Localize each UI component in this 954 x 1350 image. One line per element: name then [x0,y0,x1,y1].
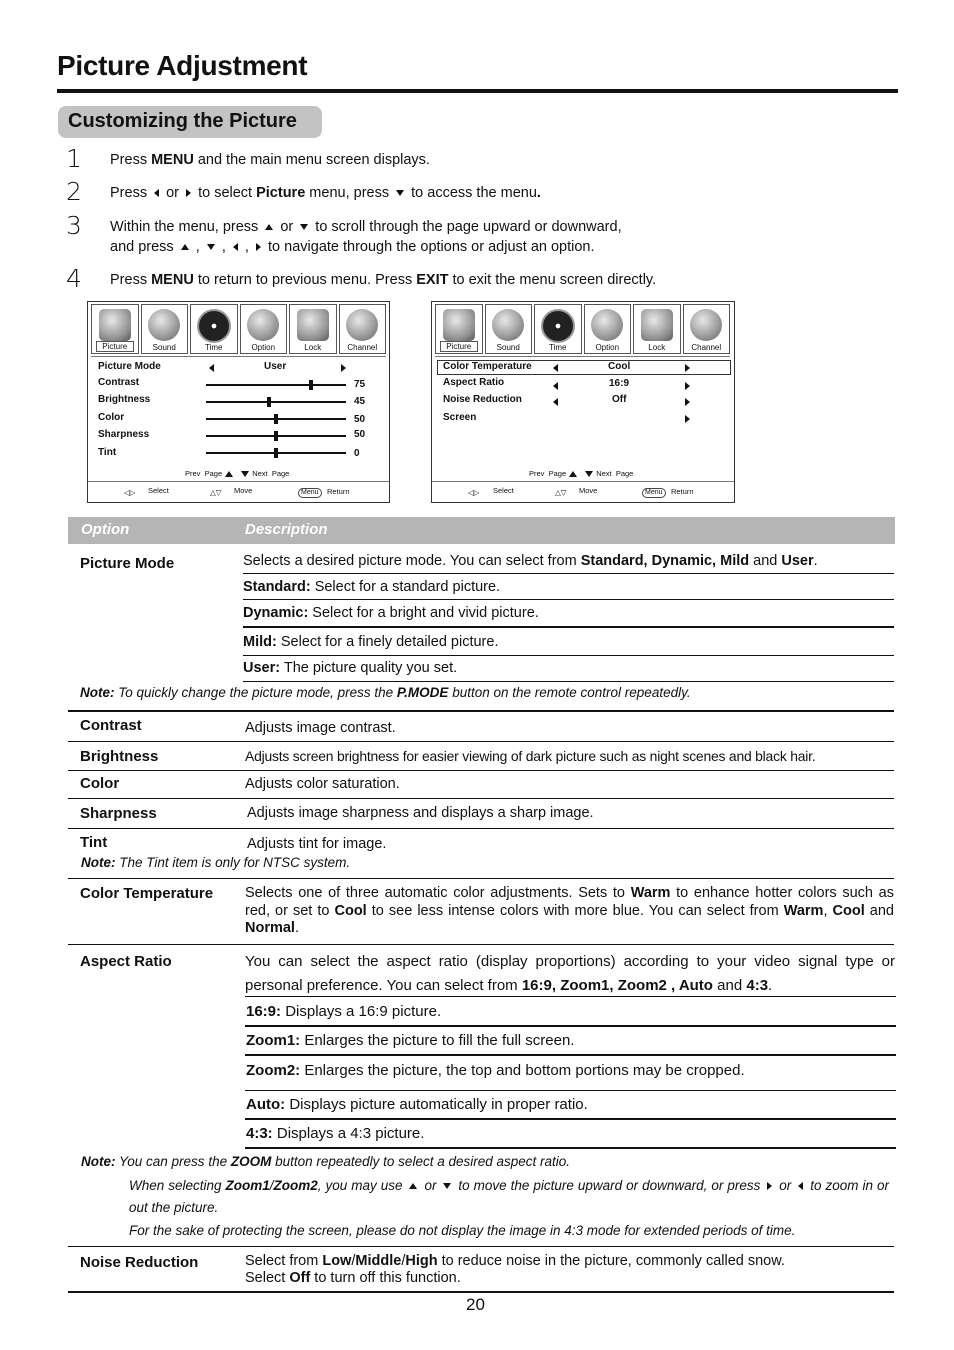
option-color-temperature: Color Temperature [80,885,214,902]
color-description: Adjusts color saturation. [245,776,400,792]
osd-row-label[interactable]: Tint [98,447,117,458]
slider-knob[interactable] [267,397,271,407]
option-picture-mode: Picture Mode [80,555,175,572]
osd-footer [432,481,734,502]
down-arrow-icon [396,190,404,196]
select-keys-icon: ◁▷ [124,488,136,497]
osd-row-value: Off [612,394,627,405]
option-noise-reduction: Noise Reduction [80,1254,199,1271]
osd-row-label[interactable]: Color [98,412,125,423]
tab-time[interactable]: Time [190,304,238,354]
option-aspect-ratio: Aspect Ratio [80,953,172,970]
step-3-text-line2: and press , , , to navigate through the options or adjust an option. [110,239,595,255]
osd-tab-bar [91,304,386,354]
row-divider [243,655,894,656]
osd-tab-bar [435,304,730,354]
step-2-text: Press or to select Picture menu, press to access the menu. [110,185,541,201]
osd-picture-menu [87,301,390,503]
left-arrow-icon [553,364,558,372]
down-arrow-icon [207,244,215,250]
picture-mode-mild: Mild: Select for a finely detailed picture. [243,634,499,650]
footer-select: Select [493,486,514,495]
tab-lock[interactable]: Lock [289,304,337,354]
tab-picture[interactable]: Picture [91,304,139,354]
row-divider [243,573,894,574]
globe-icon [346,309,378,341]
aspect-16-9: 16:9: Displays a 16:9 picture. [246,1003,442,1020]
tab-channel[interactable]: Channel [339,304,387,354]
aspect-ratio-intro: You can select the aspect ratio (display proportions) according to your video signal type or personal preference. You can select from 16:9, Zoom1, Zoom2 , Auto and 4:3. [245,953,895,994]
sharpness-slider[interactable] [206,435,346,437]
noise-reduction-description: Select from Low/Middle/High to reduce noise in the picture, commonly called snow. Select Off to turn off this function. [245,1253,785,1286]
select-keys-icon: ◁▷ [468,488,480,497]
sharpness-description: Adjusts image sharpness and displays a sharp image. [247,805,594,821]
right-arrow-icon [256,243,261,251]
aspect-ratio-note-zoom: When selecting Zoom1/Zoom2, you may use or to move the picture upward or downward, or press or to zoom in or out the picture. [129,1178,889,1215]
section-divider [68,710,894,712]
aspect-zoom2: Zoom2: Enlarges the picture, the top and bottom portions may be cropped. [246,1062,745,1079]
globe-icon [690,309,722,341]
row-divider [68,741,894,742]
down-arrow-icon [443,1183,451,1189]
right-arrow-icon [685,415,690,423]
row-divider [68,1246,894,1247]
osd-row-label[interactable]: Screen [443,412,477,423]
page-number: 20 [466,1295,485,1314]
column-header-description: Description [245,521,328,538]
move-keys-icon: △▽ [555,488,567,497]
color-temperature-description: Selects one of three automatic color adjustments. Sets to Warm to enhance hotter colors such as red, or set to Cool to see less intense colors with more blue. You can select from Warm, Cool and Normal. [245,885,894,936]
osd-row-value: 50 [354,414,366,425]
right-arrow-icon [685,382,690,390]
tint-note: Note: The Tint item is only for NTSC system. [81,855,351,870]
tools-icon [247,309,279,341]
picture-mode-intro: Selects a desired picture mode. You can select from Standard, Dynamic, Mild and User. [243,553,818,569]
row-divider [68,798,894,799]
osd-footer [88,481,389,502]
menu-key-icon: Menu [642,488,666,498]
osd-divider [435,356,730,357]
osd-row-label[interactable]: Noise Reduction [443,394,522,405]
osd-row-label[interactable]: Brightness [98,394,151,405]
row-divider [245,1090,896,1091]
row-divider [243,626,894,628]
osd-row-value: 0 [354,448,360,459]
osd-row-value: Cool [608,361,631,372]
brightness-slider[interactable] [206,401,346,403]
option-tint: Tint [80,834,108,851]
footer-select: Select [148,486,169,495]
right-arrow-icon [186,189,191,197]
aspect-4-3: 4:3: Displays a 4:3 picture. [246,1125,425,1142]
row-divider [245,1147,896,1149]
table-header [68,517,895,544]
up-arrow-icon [181,244,189,250]
tools-icon [591,309,623,341]
picture-mode-note: Note: To quickly change the picture mode, press the P.MODE button on the remote control repeatedly. [80,685,691,700]
section-divider [68,1291,894,1293]
option-brightness: Brightness [80,748,159,765]
headphones-icon [492,309,524,341]
title-rule [57,89,898,93]
slider-knob[interactable] [274,431,278,441]
row-divider [245,1025,896,1027]
row-divider [68,944,894,945]
left-arrow-icon [209,364,214,372]
row-divider [68,770,894,771]
lock-icon [641,309,673,341]
down-arrow-icon [300,224,308,230]
tab-channel[interactable]: Channel [683,304,731,354]
osd-pager: Prev Page Next Page [529,469,634,478]
up-arrow-icon [409,1183,417,1189]
left-arrow-icon [154,189,159,197]
tab-sound[interactable]: Sound [141,304,189,354]
row-divider [245,996,896,997]
step-4-text: Press MENU to return to previous menu. Press EXIT to exit the menu screen directly. [110,272,657,288]
tab-option[interactable]: Option [240,304,288,354]
left-arrow-icon [553,382,558,390]
step-number: 4 [66,264,82,293]
osd-row-label[interactable]: Contrast [98,377,140,388]
down-arrow-icon [241,471,249,477]
footer-move: Move [579,486,598,495]
tint-description: Adjusts tint for image. [247,836,387,852]
right-arrow-icon [685,364,690,372]
left-arrow-icon [553,398,558,406]
tab-time[interactable]: Time [534,304,582,354]
osd-row-value: 16:9 [609,378,630,389]
clock-icon [541,309,575,343]
headphones-icon [148,309,180,341]
tab-lock[interactable]: Lock [633,304,681,354]
page-title: Picture Adjustment [57,50,308,81]
row-divider [243,599,894,600]
left-arrow-icon [798,1182,803,1190]
step-3-text-line1: Within the menu, press or to scroll through the page upward or downward, [110,219,622,235]
down-arrow-icon [585,471,593,477]
menu-key-icon: Menu [298,488,322,498]
aspect-ratio-note: Note: You can press the ZOOM button repeatedly to select a desired aspect ratio. [81,1154,571,1169]
aspect-zoom1: Zoom1: Enlarges the picture to fill the full screen. [246,1032,575,1049]
section-title: Customizing the Picture [68,110,297,132]
tab-sound[interactable]: Sound [485,304,533,354]
osd-row-label[interactable]: Aspect Ratio [443,377,505,388]
contrast-slider[interactable] [206,384,346,386]
clock-icon [197,309,231,343]
contrast-description: Adjusts image contrast. [245,720,396,736]
step-1-text: Press MENU and the main menu screen displays. [110,152,430,168]
osd-row-value: User [264,361,287,372]
footer-return: Return [671,487,694,496]
camera-icon [99,309,131,341]
row-divider [68,878,894,879]
step-number: 3 [66,211,82,240]
move-keys-icon: △▽ [210,488,222,497]
row-divider [68,828,894,829]
lock-icon [297,309,329,341]
osd-row-value: 45 [354,396,366,407]
osd-pager: Prev Page Next Page [185,469,290,478]
aspect-auto: Auto: Displays picture automatically in proper ratio. [246,1096,588,1113]
osd-row-value: 50 [354,429,366,440]
picture-mode-dynamic: Dynamic: Select for a bright and vivid picture. [243,605,539,621]
osd-row-label[interactable]: Color Temperature [443,361,532,372]
left-arrow-icon [233,243,238,251]
option-sharpness: Sharpness [80,805,157,822]
footer-move: Move [234,486,253,495]
up-arrow-icon [225,471,233,477]
osd-divider [91,356,386,357]
tab-picture[interactable]: Picture [435,304,483,354]
option-color: Color [80,775,120,792]
tint-slider[interactable] [206,452,346,454]
picture-mode-user: User: The picture quality you set. [243,660,458,676]
right-arrow-icon [685,398,690,406]
osd-option-menu [431,301,735,503]
camera-icon [443,309,475,341]
aspect-ratio-note-protect: For the sake of protecting the screen, please do not display the image in 4:3 mode for extended periods of time. [129,1223,796,1238]
osd-row-label[interactable]: Sharpness [98,429,150,440]
slider-knob[interactable] [274,414,278,424]
osd-row-label[interactable]: Picture Mode [98,361,161,372]
step-number: 2 [66,177,82,206]
up-arrow-icon [265,224,273,230]
tab-option[interactable]: Option [584,304,632,354]
row-divider [245,1054,896,1056]
color-slider[interactable] [206,418,346,420]
slider-knob[interactable] [274,448,278,458]
osd-row-value: 75 [354,379,366,390]
step-number: 1 [66,144,82,173]
brightness-description: Adjusts screen brightness for easier viewing of dark picture such as night scenes and black hair. [245,748,816,764]
row-divider [245,1118,896,1120]
picture-mode-standard: Standard: Select for a standard picture. [243,579,501,595]
footer-return: Return [327,487,350,496]
option-contrast: Contrast [80,717,142,734]
up-arrow-icon [569,471,577,477]
right-arrow-icon [767,1182,772,1190]
slider-knob[interactable] [309,380,313,390]
right-arrow-icon [341,364,346,372]
column-header-option: Option [81,521,130,538]
